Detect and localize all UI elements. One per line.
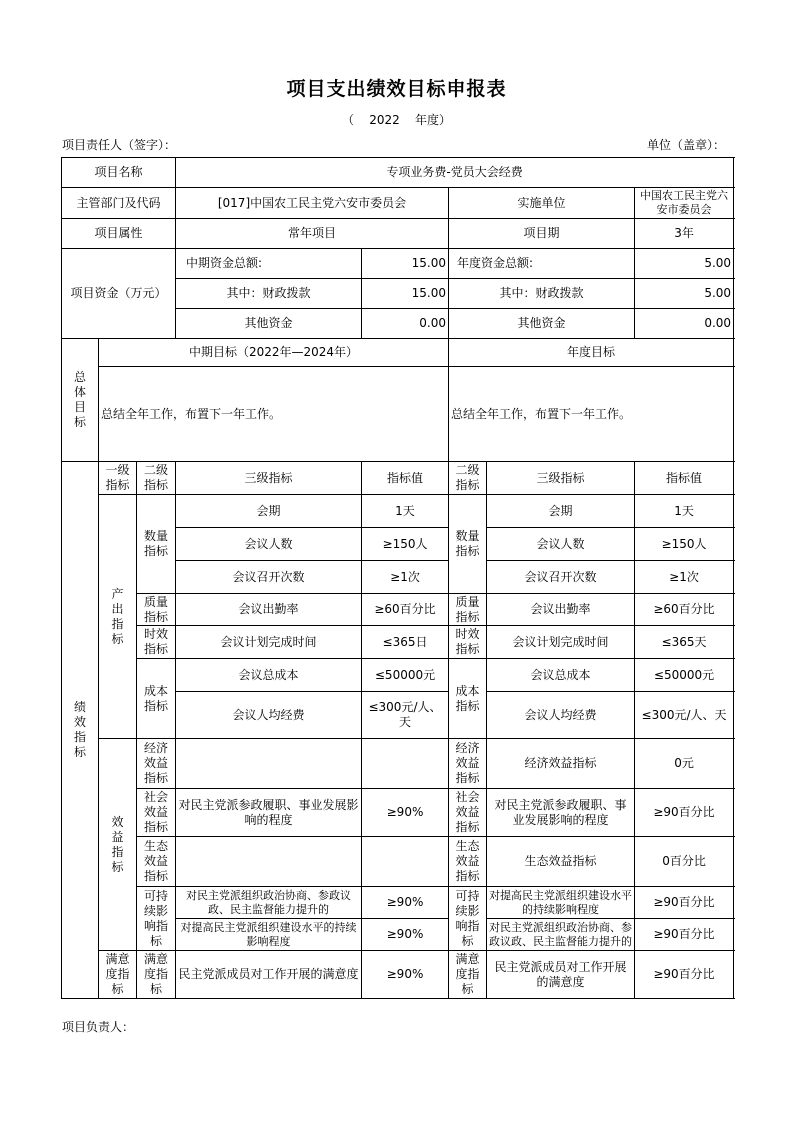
yr-indicator-name: 会议计划完成时间 xyxy=(487,626,635,659)
year-other-label: 其他资金 xyxy=(449,309,635,339)
yr-indicator-value: ≥150人 xyxy=(635,528,734,561)
yr-indicator-value: ≤365天 xyxy=(635,626,734,659)
mid-indicator-value: ≥60百分比 xyxy=(362,594,449,626)
impl-value: 中国农工民主党六安市委员会 xyxy=(635,188,734,219)
l2-quality: 质量指标 xyxy=(137,594,176,626)
year-fiscal-label: 其中：财政拨款 xyxy=(449,279,635,309)
yr-indicator-name: 会议人数 xyxy=(487,528,635,561)
impl-label: 实施单位 xyxy=(449,188,635,219)
yr-h-value: 指标值 xyxy=(635,462,734,495)
l2-satisfaction: 满意度指标 xyxy=(137,951,176,999)
year-goal-text: 总结全年工作，布置下一年工作。 xyxy=(449,367,734,462)
yr-indicator-value: ≥90百分比 xyxy=(635,789,734,837)
mid-indicator-value: ≥90% xyxy=(362,951,449,999)
mid-indicator-name: 对民主党派参政履职、事业发展影响的程度 xyxy=(176,789,362,837)
yr-indicator-value: ≥90百分比 xyxy=(635,887,734,919)
year-other-value: 0.00 xyxy=(635,309,734,339)
form-title: 项目支出绩效目标申报表 xyxy=(286,78,507,100)
mid-indicator-value: ≤365日 xyxy=(362,626,449,659)
yr-l2-sustainable: 可持续影响指标 xyxy=(449,887,487,951)
yr-indicator-value: ≤50000元 xyxy=(635,659,734,692)
indicators-label: 绩效指标 xyxy=(62,462,99,999)
year-total-label: 年度资金总额: xyxy=(449,249,635,279)
yr-indicator-value: 0元 xyxy=(635,739,734,789)
unit-label: 单位（盖章）： xyxy=(646,138,725,152)
year-total-value: 5.00 xyxy=(635,249,734,279)
yr-indicator-name: 会期 xyxy=(487,495,635,528)
mid-indicator-value: 1天 xyxy=(362,495,449,528)
yr-indicator-name: 对提高民主党派组织建设水平的持续影响程度 xyxy=(487,887,635,919)
mid-indicator-value xyxy=(362,837,449,887)
mid-goal-header: 中期目标（2022年—2024年） xyxy=(99,339,449,367)
yr-indicator-value: ≤300元/人、天 xyxy=(635,692,734,739)
form-year xyxy=(0,111,793,128)
mid-indicator-name: 会议总成本 xyxy=(176,659,362,692)
yr-h-level3: 三级指标 xyxy=(487,462,635,495)
l2-economic: 经济效益指标 xyxy=(137,739,176,789)
yr-l2-cost: 成本指标 xyxy=(449,659,487,739)
project-name: 专项业务费-党员大会经费 xyxy=(176,158,734,188)
mid-indicator-value: ≤300元/人、天 xyxy=(362,692,449,739)
mid-indicator-name xyxy=(176,739,362,789)
mid-h-level2: 二级指标 xyxy=(137,462,176,495)
mid-h-value: 指标值 xyxy=(362,462,449,495)
l2-ecological: 生态效益指标 xyxy=(137,837,176,887)
year-suffix: 年度） xyxy=(415,113,452,127)
mid-indicator-name: 会议人均经费 xyxy=(176,692,362,739)
l2-sustainable: 可持续影响指标 xyxy=(137,887,176,951)
mid-other-value: 0.00 xyxy=(362,309,449,339)
mid-indicator-value: ≥1次 xyxy=(362,561,449,594)
responsible-label: 项目责任人（签字）： xyxy=(62,138,177,152)
period-value: 3年 xyxy=(635,219,734,249)
output-indicator-label: 产出指标 xyxy=(99,495,137,739)
funds-label: 项目资金（万元） xyxy=(62,249,176,339)
yr-indicator-name: 民主党派成员对工作开展的满意度 xyxy=(487,951,635,999)
l2-social: 社会效益指标 xyxy=(137,789,176,837)
attr-value: 常年项目 xyxy=(176,219,449,249)
mid-indicator-name: 会期 xyxy=(176,495,362,528)
l2-cost: 成本指标 xyxy=(137,659,176,739)
mid-indicator-value: ≥90% xyxy=(362,919,449,951)
yr-indicator-name: 会议出勤率 xyxy=(487,594,635,626)
yr-l2-ecological: 生态效益指标 xyxy=(449,837,487,887)
attr-label: 项目属性 xyxy=(62,219,176,249)
overall-goal-label: 总体目标 xyxy=(62,339,99,462)
performance-form-table xyxy=(61,157,734,999)
mid-indicator-value xyxy=(362,739,449,789)
project-leader-label: 项目负责人： xyxy=(62,1020,135,1034)
mid-indicator-name: 对民主党派组织政治协商、参政议政、民主监督能力提升的 xyxy=(176,887,362,919)
mid-indicator-name: 对提高民主党派组织建设水平的持续影响程度 xyxy=(176,919,362,951)
mid-total-label: 中期资金总额: xyxy=(176,249,362,279)
mid-h-level3: 三级指标 xyxy=(176,462,362,495)
year-goal-header: 年度目标 xyxy=(449,339,734,367)
yr-indicator-name: 会议人均经费 xyxy=(487,692,635,739)
yr-indicator-name: 对民主党派参政履职、事业发展影响的程度 xyxy=(487,789,635,837)
mid-indicator-name xyxy=(176,837,362,887)
yr-indicator-value: 0百分比 xyxy=(635,837,734,887)
mid-fiscal-value: 15.00 xyxy=(362,279,449,309)
mid-fiscal-label: 其中：财政拨款 xyxy=(176,279,362,309)
mid-indicator-value: ≥90% xyxy=(362,789,449,837)
yr-l2-satisfaction: 满意度指标 xyxy=(449,951,487,999)
yr-indicator-name: 会议总成本 xyxy=(487,659,635,692)
year-open: （ xyxy=(341,113,354,127)
mid-indicator-value: ≤50000元 xyxy=(362,659,449,692)
l2-timeliness: 时效指标 xyxy=(137,626,176,659)
yr-l2-timeliness: 时效指标 xyxy=(449,626,487,659)
mid-indicator-value: ≥90% xyxy=(362,887,449,919)
yr-indicator-value: ≥90百分比 xyxy=(635,919,734,951)
yr-l2-economic: 经济效益指标 xyxy=(449,739,487,789)
mid-indicator-name: 会议召开次数 xyxy=(176,561,362,594)
mid-indicator-name: 民主党派成员对工作开展的满意度 xyxy=(176,951,362,999)
period-label: 项目期 xyxy=(449,219,635,249)
satisfaction-indicator-label: 满意度指标 xyxy=(99,951,137,999)
mid-other-label: 其他资金 xyxy=(176,309,362,339)
mid-h-level1: 一级指标 xyxy=(99,462,137,495)
mid-indicator-name: 会议出勤率 xyxy=(176,594,362,626)
yr-indicator-name: 经济效益指标 xyxy=(487,739,635,789)
benefit-indicator-label: 效益指标 xyxy=(99,739,137,951)
yr-indicator-value: ≥60百分比 xyxy=(635,594,734,626)
yr-indicator-name: 生态效益指标 xyxy=(487,837,635,887)
yr-indicator-value: ≥90百分比 xyxy=(635,951,734,999)
mid-indicator-name: 会议人数 xyxy=(176,528,362,561)
yr-l2-quality: 质量指标 xyxy=(449,594,487,626)
l2-quantity: 数量指标 xyxy=(137,495,176,594)
yr-indicator-value: ≥1次 xyxy=(635,561,734,594)
mid-indicator-value: ≥150人 xyxy=(362,528,449,561)
yr-indicator-name: 会议召开次数 xyxy=(487,561,635,594)
project-name-label: 项目名称 xyxy=(62,158,176,188)
dept-value: [017]中国农工民主党六安市委员会 xyxy=(176,188,449,219)
yr-indicator-value: 1天 xyxy=(635,495,734,528)
mid-total-value: 15.00 xyxy=(362,249,449,279)
dept-label: 主管部门及代码 xyxy=(62,188,176,219)
yr-indicator-name: 对民主党派组织政治协商、参政议政、民主监督能力提升的 xyxy=(487,919,635,951)
year-fiscal-value: 5.00 xyxy=(635,279,734,309)
yr-l2-quantity: 数量指标 xyxy=(449,495,487,594)
yr-l2-social: 社会效益指标 xyxy=(449,789,487,837)
mid-indicator-name: 会议计划完成时间 xyxy=(176,626,362,659)
yr-h-level2: 二级指标 xyxy=(449,462,487,495)
mid-goal-text: 总结全年工作，布置下一年工作。 xyxy=(99,367,449,462)
year-value: 2022 xyxy=(369,113,400,127)
